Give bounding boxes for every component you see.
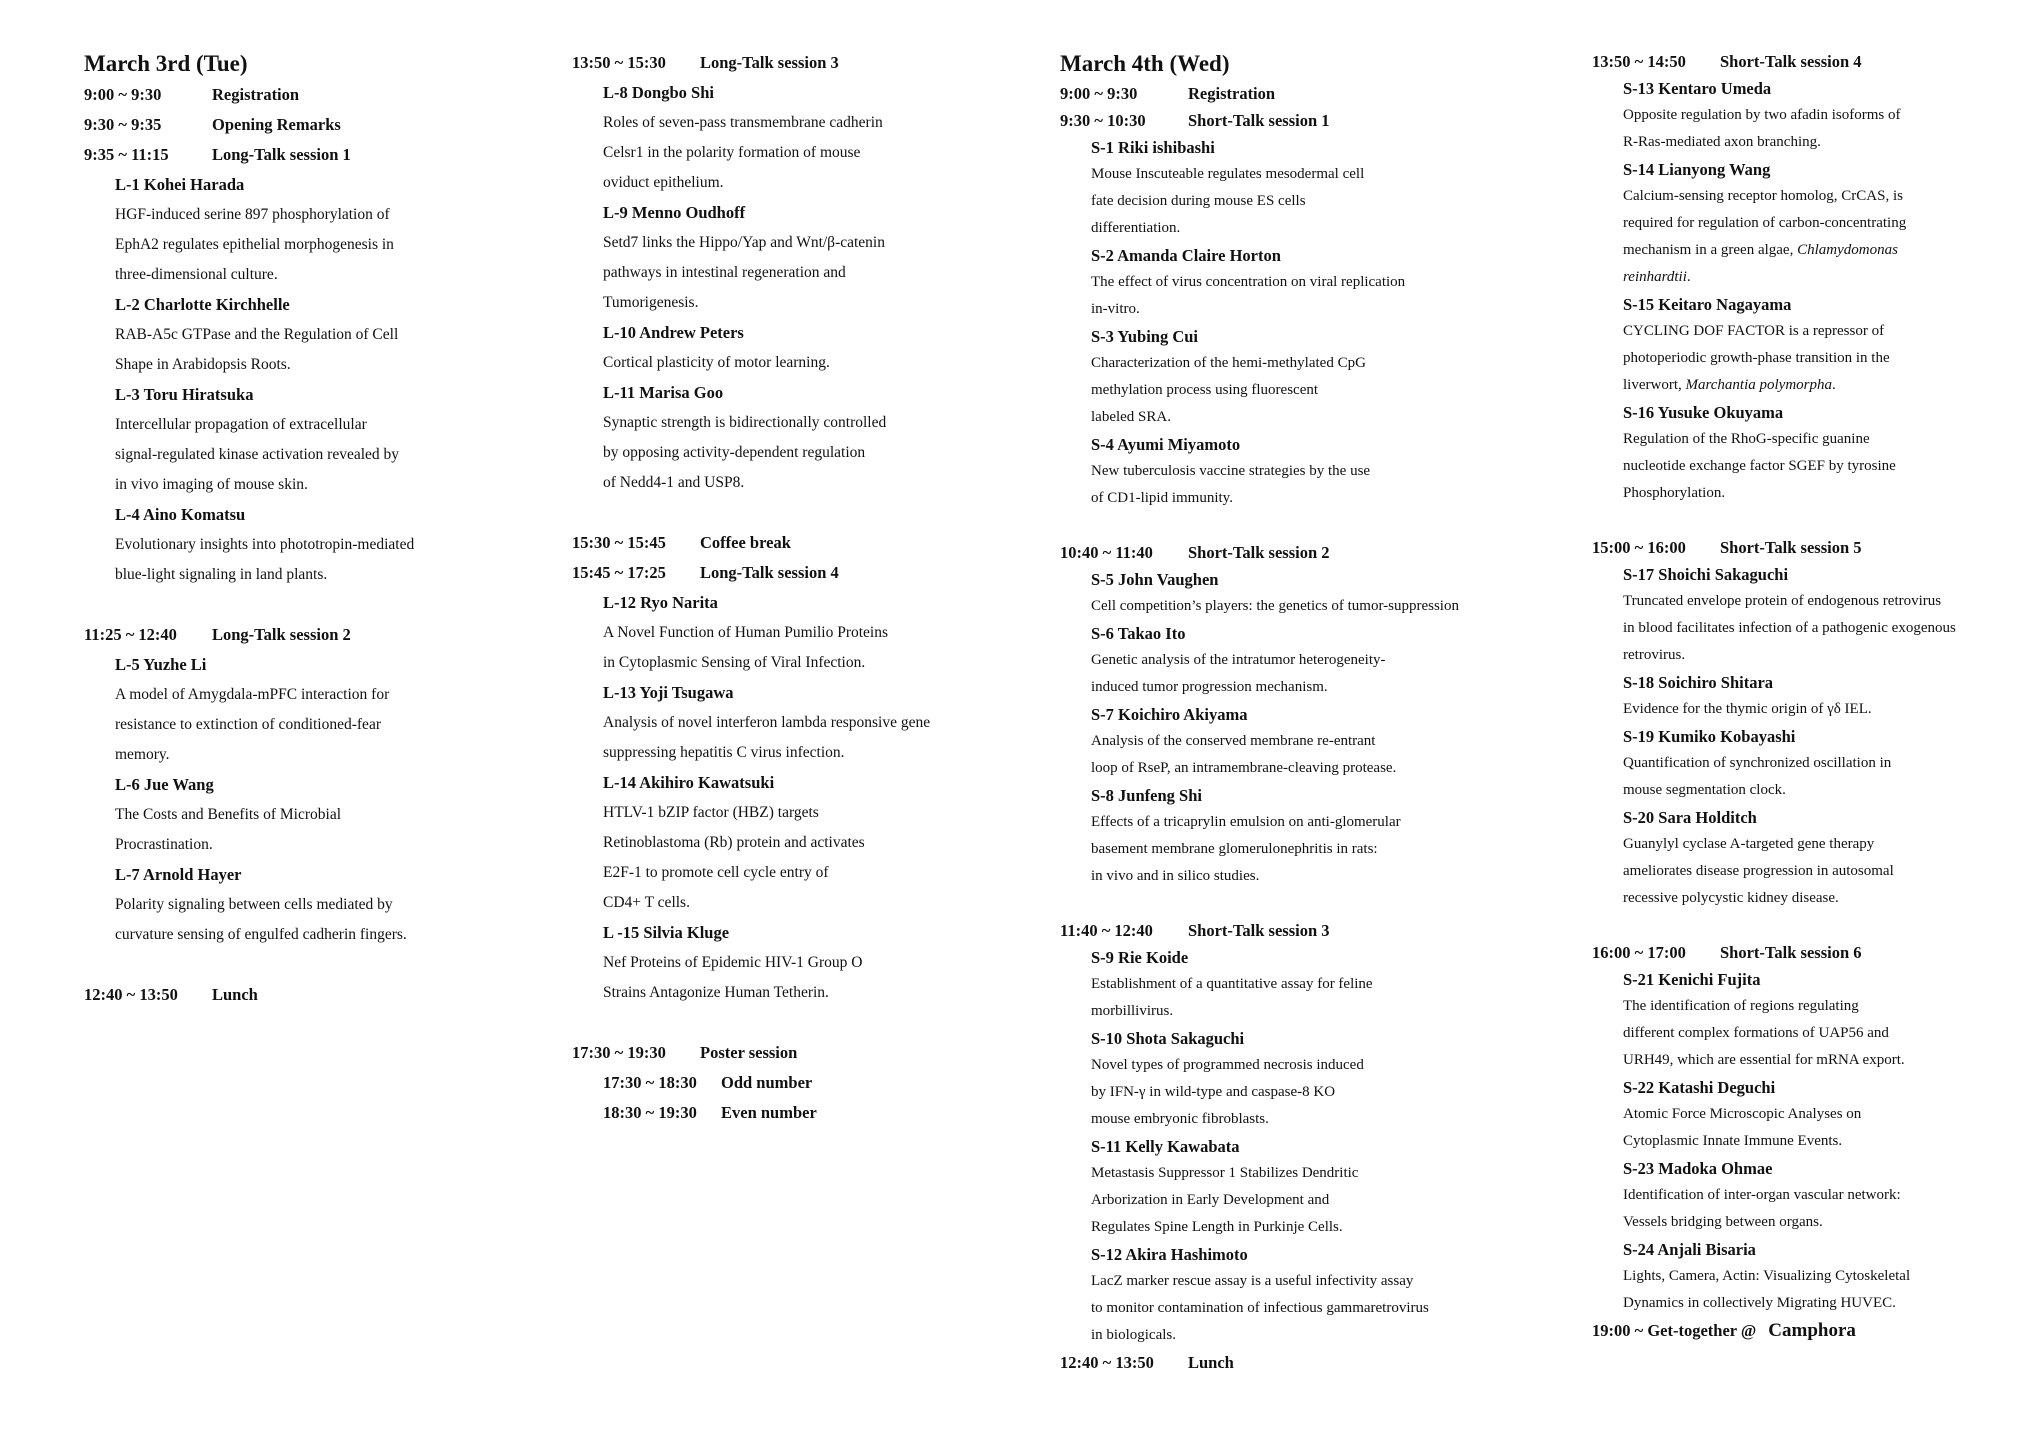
talk-title-line: Evidence for the thymic origin of γδ IEL. xyxy=(1623,701,1872,717)
talk-item xyxy=(1592,804,2022,912)
talk-title-line: Quantification of synchronized oscillation in xyxy=(1623,755,1892,771)
speaker-name: S-22 Katashi Deguchi xyxy=(1623,1078,1776,1097)
time-range: 9:00 ~ 9:30 xyxy=(1060,84,1138,103)
talk-title-line: Effects of a tricaprylin emulsion on anti-glomerular xyxy=(1091,814,1401,830)
talk-title-line: Synaptic strength is bidirectionally controlled xyxy=(603,414,887,431)
talk-title-line: Identification of inter-organ vascular network: xyxy=(1623,1187,1901,1203)
talk-title-line: Retinoblastoma (Rb) protein and activates xyxy=(603,834,865,851)
talk-title-line: Mouse Inscuteable regulates mesodermal cell xyxy=(1091,166,1365,182)
talk-title xyxy=(1623,750,2022,804)
talk-title-line: basement membrane glomerulonephritis in rats: xyxy=(1091,841,1378,857)
talk-title-line: mouse segmentation clock. xyxy=(1623,782,1786,798)
time-range: 9:35 ~ 11:15 xyxy=(84,145,169,164)
talk-title xyxy=(1091,728,1560,782)
talk-item xyxy=(1060,1133,1560,1241)
talk-title-line: in blood facilitates infection of a pathogenic exogenous xyxy=(1623,620,1956,636)
talk-item xyxy=(1592,561,2022,669)
time-range: 11:40 ~ 12:40 xyxy=(1060,921,1153,940)
talk-item xyxy=(1060,134,1560,242)
talk-title xyxy=(1623,318,2022,399)
talk-title-line: Lights, Camera, Actin: Visualizing Cytoskeletal xyxy=(1623,1268,1911,1284)
day-title: March 3rd (Tue) xyxy=(84,51,248,76)
schedule-row xyxy=(572,528,1052,558)
talk-item xyxy=(84,500,564,590)
talk-title-line: retrovirus. xyxy=(1623,647,1686,663)
session-label: Lunch xyxy=(1188,1353,1234,1372)
time-range: 16:00 ~ 17:00 xyxy=(1592,943,1686,962)
talk-title-line: E2F-1 to promote cell cycle entry of xyxy=(603,864,829,881)
talk-title-line: mechanism in a green algae, Chlamydomonas xyxy=(1623,242,1898,258)
talk-item xyxy=(1592,291,2022,399)
session-label: Coffee break xyxy=(700,533,791,552)
talk-title-line: Cortical plasticity of motor learning. xyxy=(603,354,830,371)
speaker-name: L-1 Kohei Harada xyxy=(115,175,245,194)
session-header xyxy=(1060,917,1560,944)
talk-title-line: suppressing hepatitis C virus infection. xyxy=(603,744,845,761)
talk-title-line: fate decision during mouse ES cells xyxy=(1091,193,1306,209)
talk-title-line: The Costs and Benefits of Microbial xyxy=(115,806,341,823)
speaker-name: L-5 Yuzhe Li xyxy=(115,655,207,674)
speaker-name: S-3 Yubing Cui xyxy=(1091,327,1199,346)
speaker-name: S-4 Ayumi Miyamoto xyxy=(1091,435,1241,454)
talk-item xyxy=(1592,1155,2022,1236)
schedule-row xyxy=(572,1068,1052,1098)
section-gap xyxy=(84,950,564,980)
column-march-4th-afternoon xyxy=(1592,48,2022,1344)
session-label: Registration xyxy=(212,85,300,104)
section-gap xyxy=(84,590,564,620)
talk-title-line: in vivo imaging of mouse skin. xyxy=(115,476,308,493)
talk-item xyxy=(572,588,1052,678)
time-range: 10:40 ~ 11:40 xyxy=(1060,543,1153,562)
talk-title-line: memory. xyxy=(115,746,170,763)
talk-title-line: Guanylyl cyclase A-targeted gene therapy xyxy=(1623,836,1875,852)
speaker-name: S-14 Lianyong Wang xyxy=(1623,160,1771,179)
talk-title-line: Truncated envelope protein of endogenous retrovirus xyxy=(1623,593,1942,609)
session-label: Long-Talk session 2 xyxy=(212,625,351,644)
talk-item xyxy=(572,918,1052,1008)
schedule-row xyxy=(572,1098,1052,1128)
session-header xyxy=(84,140,564,170)
talk-title-line: loop of RseP, an intramembrane-cleaving protease. xyxy=(1091,760,1397,776)
session-label: Poster session xyxy=(700,1043,798,1062)
talk-title-line: Tumorigenesis. xyxy=(603,294,699,311)
venue-name: Camphora xyxy=(1768,1320,1856,1341)
speaker-name: L-8 Dongbo Shi xyxy=(603,83,714,102)
time-range: 18:30 ~ 19:30 xyxy=(603,1103,697,1122)
speaker-name: S-11 Kelly Kawabata xyxy=(1091,1137,1240,1156)
section-gap xyxy=(1060,512,1560,539)
column-march-4th-morning xyxy=(1060,48,1560,1376)
session-label: Long-Talk session 3 xyxy=(700,53,839,72)
speaker-name: L-13 Yoji Tsugawa xyxy=(603,683,734,702)
talk-item xyxy=(84,170,564,290)
talk-title xyxy=(115,890,564,950)
talk-item xyxy=(1592,1074,2022,1155)
speaker-name: L-12 Ryo Narita xyxy=(603,593,718,612)
talk-title-line: Opposite regulation by two afadin isoforms of xyxy=(1623,107,1901,123)
talk-title xyxy=(1091,1268,1560,1349)
speaker-name: S-10 Shota Sakaguchi xyxy=(1091,1029,1245,1048)
section-gap xyxy=(572,1008,1052,1038)
talk-item xyxy=(1592,1236,2022,1317)
section-gap xyxy=(572,498,1052,528)
speaker-name: L-9 Menno Oudhoff xyxy=(603,203,746,222)
speaker-name: S-16 Yusuke Okuyama xyxy=(1623,403,1784,422)
talk-title xyxy=(603,408,1052,498)
talk-title xyxy=(603,228,1052,318)
talk-title-line: recessive polycystic kidney disease. xyxy=(1623,890,1839,906)
talk-title-line: HGF-induced serine 897 phosphorylation of xyxy=(115,206,390,223)
talk-item xyxy=(84,290,564,380)
talk-title xyxy=(1091,593,1560,620)
species-name: Chlamydomonas xyxy=(1797,242,1898,258)
talk-title xyxy=(603,708,1052,768)
time-range: 13:50 ~ 15:30 xyxy=(572,53,666,72)
talk-title-line: Celsr1 in the polarity formation of mouse xyxy=(603,144,861,161)
session-label: Registration xyxy=(1188,84,1276,103)
talk-item xyxy=(1060,1241,1560,1349)
session-label: Long-Talk session 1 xyxy=(212,145,351,164)
talk-item xyxy=(1060,1025,1560,1133)
talk-title-line: Analysis of the conserved membrane re-entrant xyxy=(1091,733,1376,749)
talk-title-line: Cytoplasmic Innate Immune Events. xyxy=(1623,1133,1843,1149)
speaker-name: L-10 Andrew Peters xyxy=(603,323,744,342)
speaker-name: L-14 Akihiro Kawatsuki xyxy=(603,773,775,792)
talk-title xyxy=(1623,1101,2022,1155)
talk-title xyxy=(1091,1052,1560,1133)
talk-title-line: Characterization of the hemi-methylated CpG xyxy=(1091,355,1366,371)
session-header xyxy=(84,620,564,650)
talk-item xyxy=(84,380,564,500)
speaker-name: S-23 Madoka Ohmae xyxy=(1623,1159,1773,1178)
session-label: Short-Talk session 1 xyxy=(1188,111,1330,130)
talk-title-line: in vivo and in silico studies. xyxy=(1091,868,1260,884)
speaker-name: S-15 Keitaro Nagayama xyxy=(1623,295,1792,314)
speaker-name: S-19 Kumiko Kobayashi xyxy=(1623,727,1796,746)
talk-title-line: in-vitro. xyxy=(1091,301,1140,317)
session-label: Long-Talk session 4 xyxy=(700,563,839,582)
session-label: Short-Talk session 3 xyxy=(1188,921,1330,940)
talk-title-line: different complex formations of UAP56 and xyxy=(1623,1025,1889,1041)
talk-title-line: by opposing activity-dependent regulation xyxy=(603,444,866,461)
talk-item xyxy=(1592,75,2022,156)
talk-title xyxy=(603,798,1052,918)
talk-item xyxy=(572,768,1052,918)
talk-title-line: differentiation. xyxy=(1091,220,1181,236)
talk-item xyxy=(572,378,1052,498)
talk-title xyxy=(1091,809,1560,890)
talk-title xyxy=(1623,831,2022,912)
talk-title xyxy=(1623,102,2022,156)
talk-item xyxy=(1060,620,1560,701)
talk-item xyxy=(572,78,1052,198)
talk-title xyxy=(1091,350,1560,431)
talk-item xyxy=(1592,669,2022,723)
time-range: 17:30 ~ 18:30 xyxy=(603,1073,697,1092)
talk-title-line: CD4+ T cells. xyxy=(603,894,690,911)
talk-title-line: Procrastination. xyxy=(115,836,213,853)
speaker-name: S-8 Junfeng Shi xyxy=(1091,786,1202,805)
talk-title-line: blue-light signaling in land plants. xyxy=(115,566,328,583)
schedule-row xyxy=(1060,80,1560,107)
day-title: March 4th (Wed) xyxy=(1060,51,1230,76)
talk-item xyxy=(1060,566,1560,620)
talk-title xyxy=(603,108,1052,198)
speaker-name: S-17 Shoichi Sakaguchi xyxy=(1623,565,1789,584)
talk-title-line: HTLV-1 bZIP factor (HBZ) targets xyxy=(603,804,819,821)
talk-title xyxy=(1091,161,1560,242)
speaker-name: S-9 Rie Koide xyxy=(1091,948,1189,967)
talk-title-line: Cell competition’s players: the genetics of tumor-suppression xyxy=(1091,598,1459,614)
talk-title-line: Nef Proteins of Epidemic HIV-1 Group O xyxy=(603,954,863,971)
talk-title-line: LacZ marker rescue assay is a useful infectivity assay xyxy=(1091,1273,1414,1289)
column-march-3rd-afternoon xyxy=(572,48,1052,1128)
talk-title-line: labeled SRA. xyxy=(1091,409,1171,425)
session-header xyxy=(1592,48,2022,75)
speaker-name: L-2 Charlotte Kirchhelle xyxy=(115,295,290,314)
speaker-name: S-2 Amanda Claire Horton xyxy=(1091,246,1281,265)
talk-title-line: required for regulation of carbon-concentrating xyxy=(1623,215,1907,231)
talk-title-line: signal-regulated kinase activation revealed by xyxy=(115,446,400,463)
species-name: Marchantia polymorpha xyxy=(1685,377,1832,393)
talk-title-line: Roles of seven-pass transmembrane cadherin xyxy=(603,114,883,131)
talk-title-line: New tuberculosis vaccine strategies by the use xyxy=(1091,463,1371,479)
talk-title-line: Novel types of programmed necrosis induced xyxy=(1091,1057,1364,1073)
speaker-name: S-1 Riki ishibashi xyxy=(1091,138,1215,157)
talk-title-line: Shape in Arabidopsis Roots. xyxy=(115,356,291,373)
talk-title xyxy=(1623,993,2022,1074)
talk-title-line: of Nedd4-1 and USP8. xyxy=(603,474,745,491)
talk-title-line: in biologicals. xyxy=(1091,1327,1176,1343)
talk-title-line: CYCLING DOF FACTOR is a repressor of xyxy=(1623,323,1885,339)
talk-title-line: URH49, which are essential for mRNA export. xyxy=(1623,1052,1905,1068)
schedule-row xyxy=(84,980,564,1010)
talk-title xyxy=(1091,1160,1560,1241)
talk-item xyxy=(1060,431,1560,512)
talk-title xyxy=(1623,696,2022,723)
speaker-name: S-20 Sara Holditch xyxy=(1623,808,1757,827)
talk-title-line: ameliorates disease progression in autosomal xyxy=(1623,863,1894,879)
talk-title-line: Metastasis Suppressor 1 Stabilizes Dendritic xyxy=(1091,1165,1359,1181)
talk-title-line: Regulation of the RhoG-specific guanine xyxy=(1623,431,1870,447)
time-range: 9:30 ~ 10:30 xyxy=(1060,111,1146,130)
session-label: Short-Talk session 2 xyxy=(1188,543,1330,562)
talk-title-line: Vessels bridging between organs. xyxy=(1623,1214,1823,1230)
session-header xyxy=(1592,939,2022,966)
talk-title-line: liverwort, Marchantia polymorpha. xyxy=(1623,377,1836,393)
talk-title-line: methylation process using fluorescent xyxy=(1091,382,1319,398)
talk-item xyxy=(1592,399,2022,507)
time-range: 9:30 ~ 9:35 xyxy=(84,115,162,134)
talk-title-line: A Novel Function of Human Pumilio Proteins xyxy=(603,624,889,641)
time-range: 15:45 ~ 17:25 xyxy=(572,563,666,582)
talk-title-line: in Cytoplasmic Sensing of Viral Infection. xyxy=(603,654,866,671)
speaker-name: L-11 Marisa Goo xyxy=(603,383,724,402)
talk-title-line: of CD1-lipid immunity. xyxy=(1091,490,1233,506)
talk-item xyxy=(1592,156,2022,291)
talk-item xyxy=(572,318,1052,378)
schedule-row xyxy=(84,80,564,110)
schedule-row xyxy=(84,110,564,140)
time-range: 12:40 ~ 13:50 xyxy=(84,985,178,1004)
section-gap xyxy=(1060,890,1560,917)
talk-title xyxy=(1623,426,2022,507)
talk-title-line: EphA2 regulates epithelial morphogenesis in xyxy=(115,236,394,253)
talk-title xyxy=(115,800,564,860)
talk-title-line: Establishment of a quantitative assay for feline xyxy=(1091,976,1373,992)
talk-title-line: A model of Amygdala-mPFC interaction for xyxy=(115,686,390,703)
talk-item xyxy=(1592,723,2022,804)
talk-item xyxy=(84,860,564,950)
talk-title-line: Atomic Force Microscopic Analyses on xyxy=(1623,1106,1862,1122)
section-gap xyxy=(1592,507,2022,534)
talk-title xyxy=(115,410,564,500)
time-range: 11:25 ~ 12:40 xyxy=(84,625,177,644)
talk-item xyxy=(84,650,564,770)
time-range: 17:30 ~ 19:30 xyxy=(572,1043,666,1062)
talk-title-line: mouse embryonic fibroblasts. xyxy=(1091,1111,1269,1127)
talk-title-line: resistance to extinction of conditioned-fear xyxy=(115,716,381,733)
talk-title-line: Dynamics in collectively Migrating HUVEC. xyxy=(1623,1295,1896,1311)
talk-title-line: Phosphorylation. xyxy=(1623,485,1726,501)
speaker-name: S-6 Takao Ito xyxy=(1091,624,1186,643)
talk-item xyxy=(1592,966,2022,1074)
talk-title xyxy=(1091,647,1560,701)
speaker-name: S-7 Koichiro Akiyama xyxy=(1091,705,1248,724)
speaker-name: S-21 Kenichi Fujita xyxy=(1623,970,1761,989)
session-label: Short-Talk session 5 xyxy=(1720,538,1862,557)
talk-title xyxy=(115,680,564,770)
talk-title-line: The identification of regions regulating xyxy=(1623,998,1859,1014)
speaker-name: L-4 Aino Komatsu xyxy=(115,505,246,524)
speaker-name: S-13 Kentaro Umeda xyxy=(1623,79,1772,98)
speaker-name: L-3 Toru Hiratsuka xyxy=(115,385,254,404)
talk-title-line: Setd7 links the Hippo/Yap and Wnt/β-catenin xyxy=(603,234,885,251)
time-range: 9:00 ~ 9:30 xyxy=(84,85,162,104)
talk-title xyxy=(603,948,1052,1008)
session-label: Odd number xyxy=(721,1073,813,1092)
talk-title-line: Regulates Spine Length in Purkinje Cells. xyxy=(1091,1219,1343,1235)
time-range: 13:50 ~ 14:50 xyxy=(1592,52,1686,71)
talk-item xyxy=(1060,242,1560,323)
speaker-name: L -15 Silvia Kluge xyxy=(603,923,730,942)
talk-title-line: The effect of virus concentration on viral replication xyxy=(1091,274,1406,290)
schedule-row xyxy=(1592,1317,2022,1344)
schedule-row xyxy=(1060,1349,1560,1376)
talk-title xyxy=(1623,588,2022,669)
talk-title xyxy=(115,530,564,590)
talk-title-line: Evolutionary insights into phototropin-mediated xyxy=(115,536,415,553)
session-label: Opening Remarks xyxy=(212,115,341,134)
talk-title-line: nucleotide exchange factor SGEF by tyrosine xyxy=(1623,458,1896,474)
session-header xyxy=(1060,107,1560,134)
talk-title xyxy=(1091,971,1560,1025)
talk-title-line: by IFN-γ in wild-type and caspase-8 KO xyxy=(1091,1084,1336,1100)
talk-title xyxy=(115,320,564,380)
talk-title-line: oviduct epithelium. xyxy=(603,174,724,191)
time-range: 12:40 ~ 13:50 xyxy=(1060,1353,1154,1372)
time-range: 15:00 ~ 16:00 xyxy=(1592,538,1686,557)
talk-title-line: Strains Antagonize Human Tetherin. xyxy=(603,984,829,1001)
talk-item xyxy=(1060,701,1560,782)
talk-title-line: Calcium-sensing receptor homolog, CrCAS, is xyxy=(1623,188,1903,204)
talk-title xyxy=(1623,1263,2022,1317)
talk-item xyxy=(1060,944,1560,1025)
talk-title-line: to monitor contamination of infectious gammaretrovirus xyxy=(1091,1300,1429,1316)
talk-item xyxy=(84,770,564,860)
talk-title-line: reinhardtii. xyxy=(1623,269,1691,285)
talk-title-line: Polarity signaling between cells mediated by xyxy=(115,896,393,913)
speaker-name: S-12 Akira Hashimoto xyxy=(1091,1245,1248,1264)
talk-title-line: Arborization in Early Development and xyxy=(1091,1192,1330,1208)
talk-title-line: pathways in intestinal regeneration and xyxy=(603,264,846,281)
talk-item xyxy=(572,198,1052,318)
schedule-row xyxy=(572,1038,1052,1068)
talk-item xyxy=(1060,782,1560,890)
speaker-name: L-7 Arnold Hayer xyxy=(115,865,242,884)
session-label: Even number xyxy=(721,1103,817,1122)
talk-title xyxy=(115,200,564,290)
talk-title-line: induced tumor progression mechanism. xyxy=(1091,679,1328,695)
talk-title xyxy=(1091,458,1560,512)
speaker-name: S-18 Soichiro Shitara xyxy=(1623,673,1774,692)
talk-title-line: photoperiodic growth-phase transition in the xyxy=(1623,350,1890,366)
speaker-name: S-24 Anjali Bisaria xyxy=(1623,1240,1756,1259)
talk-title-line: curvature sensing of engulfed cadherin fingers. xyxy=(115,926,407,943)
session-label: Short-Talk session 6 xyxy=(1720,943,1862,962)
talk-title xyxy=(1623,183,2022,291)
time-range: 15:30 ~ 15:45 xyxy=(572,533,666,552)
session-header xyxy=(1592,534,2022,561)
talk-title-line: morbillivirus. xyxy=(1091,1003,1174,1019)
column-march-3rd-morning xyxy=(84,48,564,1010)
session-label: Short-Talk session 4 xyxy=(1720,52,1862,71)
talk-title xyxy=(603,618,1052,678)
talk-title-line: RAB-A5c GTPase and the Regulation of Cell xyxy=(115,326,399,343)
section-gap xyxy=(1592,912,2022,939)
talk-item xyxy=(572,678,1052,768)
session-header xyxy=(572,558,1052,588)
talk-title xyxy=(1623,1182,2022,1236)
talk-title-line: R-Ras-mediated axon branching. xyxy=(1623,134,1821,150)
speaker-name: S-5 John Vaughen xyxy=(1091,570,1219,589)
talk-title-line: three-dimensional culture. xyxy=(115,266,278,283)
talk-title-line: Genetic analysis of the intratumor heterogeneity- xyxy=(1091,652,1386,668)
session-header xyxy=(572,48,1052,78)
talk-title-line: Analysis of novel interferon lambda responsive gene xyxy=(603,714,931,731)
talk-title xyxy=(603,348,1052,378)
speaker-name: L-6 Jue Wang xyxy=(115,775,214,794)
time-range: 19:00 ~ Get-together @ xyxy=(1592,1321,1757,1340)
talk-item xyxy=(1060,323,1560,431)
talk-title-line: Intercellular propagation of extracellular xyxy=(115,416,367,433)
session-label: Lunch xyxy=(212,985,258,1004)
species-name: reinhardtii xyxy=(1623,269,1687,285)
session-header xyxy=(1060,539,1560,566)
talk-title xyxy=(1091,269,1560,323)
